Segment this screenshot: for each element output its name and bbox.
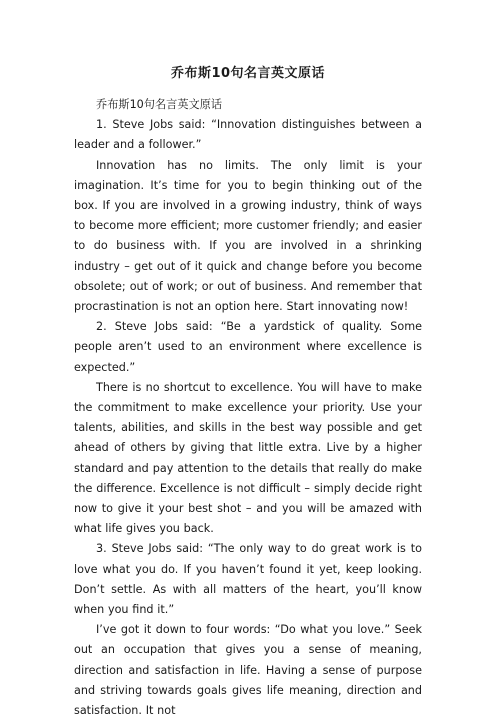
paragraph-subtitle: 乔布斯10句名言英文原话 <box>96 98 223 111</box>
paragraph-quote-3: 3. Steve Jobs said: “The only way to do great work is to love what you do. If you haven’t found it yet, keep looking. Don’t settle. As with all matters of the heart, you’ll know when you find it.” <box>74 542 422 617</box>
paragraph-quote-2: 2. Steve Jobs said: “Be a yardstick of quality. Some people aren’t used to an environment where excellence is expected.” <box>74 320 422 374</box>
paragraph-body-1: Innovation has no limits. The only limit is your imagination. It’s time for you to begin thinking out of the box. If you are involved in a growing industry, think of ways to become more efficient; more customer friendly; and easier to do business with. If you are involved in a shrinking industry – get out of it quick and change before you become obsolete; out of work; or out of business. And remember that procrastination is not an option here. Start innovating now! <box>74 158 422 314</box>
document-title: 乔布斯10句名言英文原话 <box>170 66 326 81</box>
paragraph-body-2: There is no shortcut to excellence. You will have to make the commitment to make excellence your priority. Use your talents, abilities, and skills in the best way possible and get ahead of others by giving that little extra. Live by a higher standard and pay attention to the details that really do make the difference. Excellence is not difficult – simply decide right now to give it your best shot – and you will be amazed with what life gives you back. <box>74 380 422 536</box>
paragraph-body-3: I’ve got it down to four words: “Do what you love.” Seek out an occupation that gives you a sense of meaning, direction and satisfaction in life. Having a sense of purpose and striving towards goals gives life meaning, direction and satisfaction. It not <box>74 623 422 718</box>
paragraph-quote-1: 1. Steve Jobs said: “Innovation distinguishes between a leader and a follower.” <box>74 118 422 152</box>
